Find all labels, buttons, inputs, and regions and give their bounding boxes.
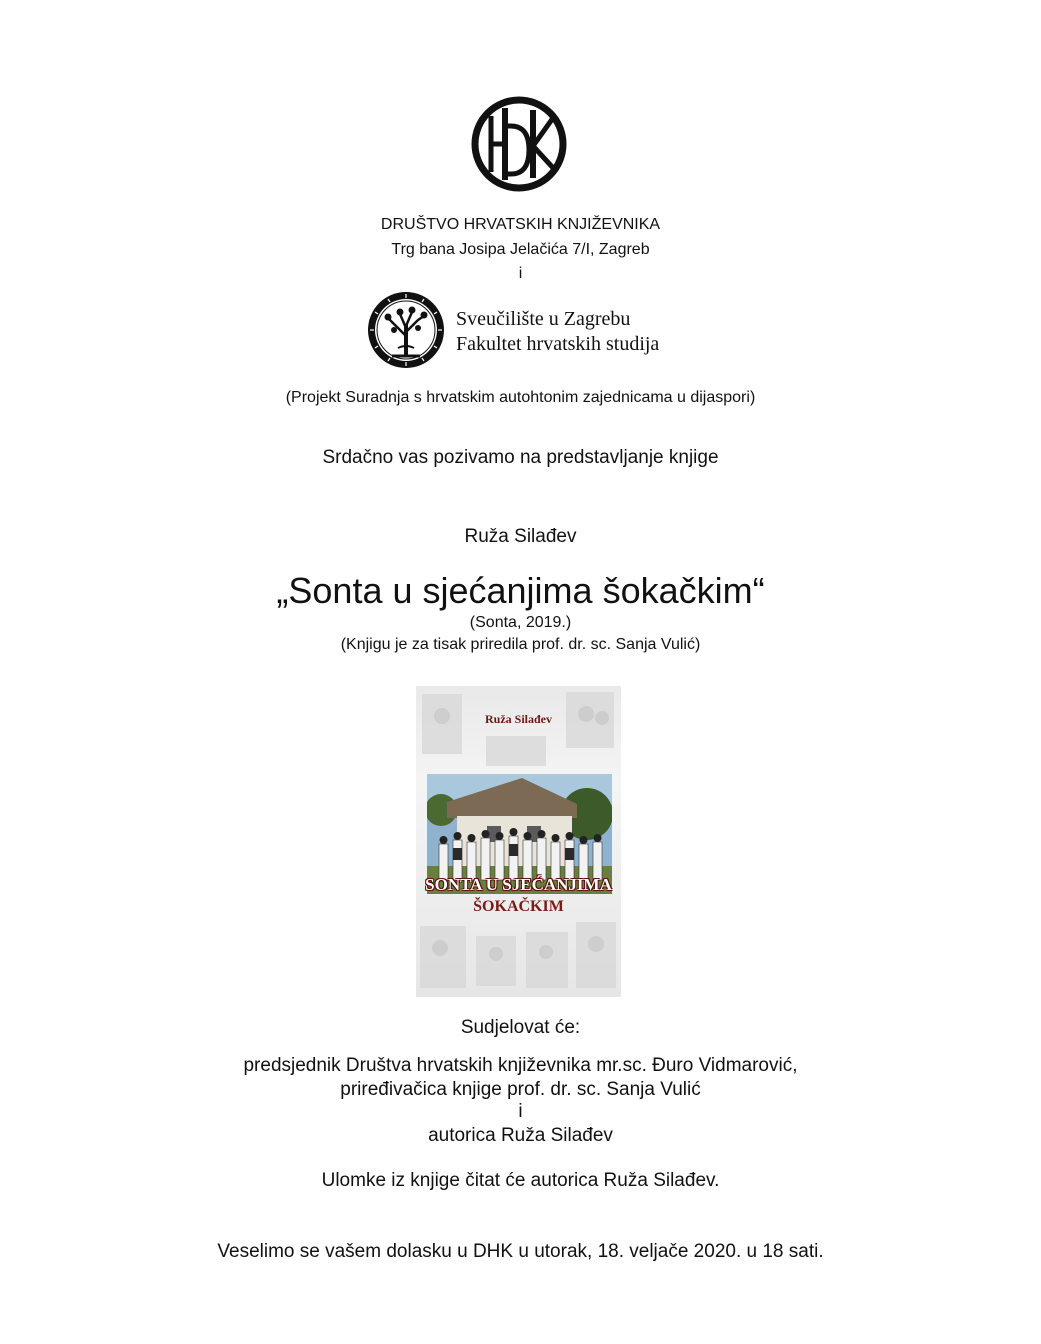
faculty-block: [366, 290, 696, 370]
project-note: (Projekt Suradnja s hrvatskim autohtonim zajednicama u dijaspori): [285, 389, 756, 406]
cover-title-line1: SONTA U SJEĆANJIMA: [425, 875, 612, 894]
reading-note: Ulomke iz knjige čitat će autorica Ruža Silađev.: [321, 1170, 720, 1191]
participants-conjunction: i: [518, 1101, 523, 1122]
university-name: Sveučilište u Zagrebu: [456, 308, 631, 330]
book-cover-image: [416, 686, 621, 997]
closing-note: Veselimo se vašem dolasku u DHK u utorak, 18. veljače 2020. u 18 sati.: [217, 1241, 824, 1262]
organizer-address: Trg bana Josipa Jelačića 7/I, Zagreb: [391, 241, 650, 258]
book-author: Ruža Silađev: [464, 526, 577, 547]
participant-editor: priređivačica knjige prof. dr. sc. Sanja Vulić: [340, 1079, 701, 1100]
book-title: „Sonta u sjećanjima šokačkim“: [276, 570, 765, 611]
conjunction-and: i: [518, 265, 523, 282]
participant-president: predsjednik Društva hrvatskih književnika mr.sc. Đuro Vidmarović,: [243, 1055, 798, 1076]
organizer-name: DRUŠTVO HRVATSKIH KNJIŽEVNIKA: [380, 216, 661, 233]
cover-author: Ruža Silađev: [484, 712, 552, 726]
book-publication: (Sonta, 2019.): [469, 614, 572, 631]
university-seal-icon: [366, 290, 446, 370]
dhk-logo: [471, 96, 567, 192]
book-editor-note: (Knjigu je za tisak priredila prof. dr. sc. Sanja Vulić): [340, 636, 701, 653]
faculty-name: Fakultet hrvatskih studija: [456, 333, 660, 355]
participants-heading: Sudjelovat će:: [460, 1017, 581, 1038]
participant-author: autorica Ruža Silađev: [428, 1125, 613, 1146]
invitation-text: Srdačno vas pozivamo na predstavljanje knjige: [322, 447, 719, 468]
cover-title-line2: ŠOKAČKIM: [473, 898, 564, 915]
